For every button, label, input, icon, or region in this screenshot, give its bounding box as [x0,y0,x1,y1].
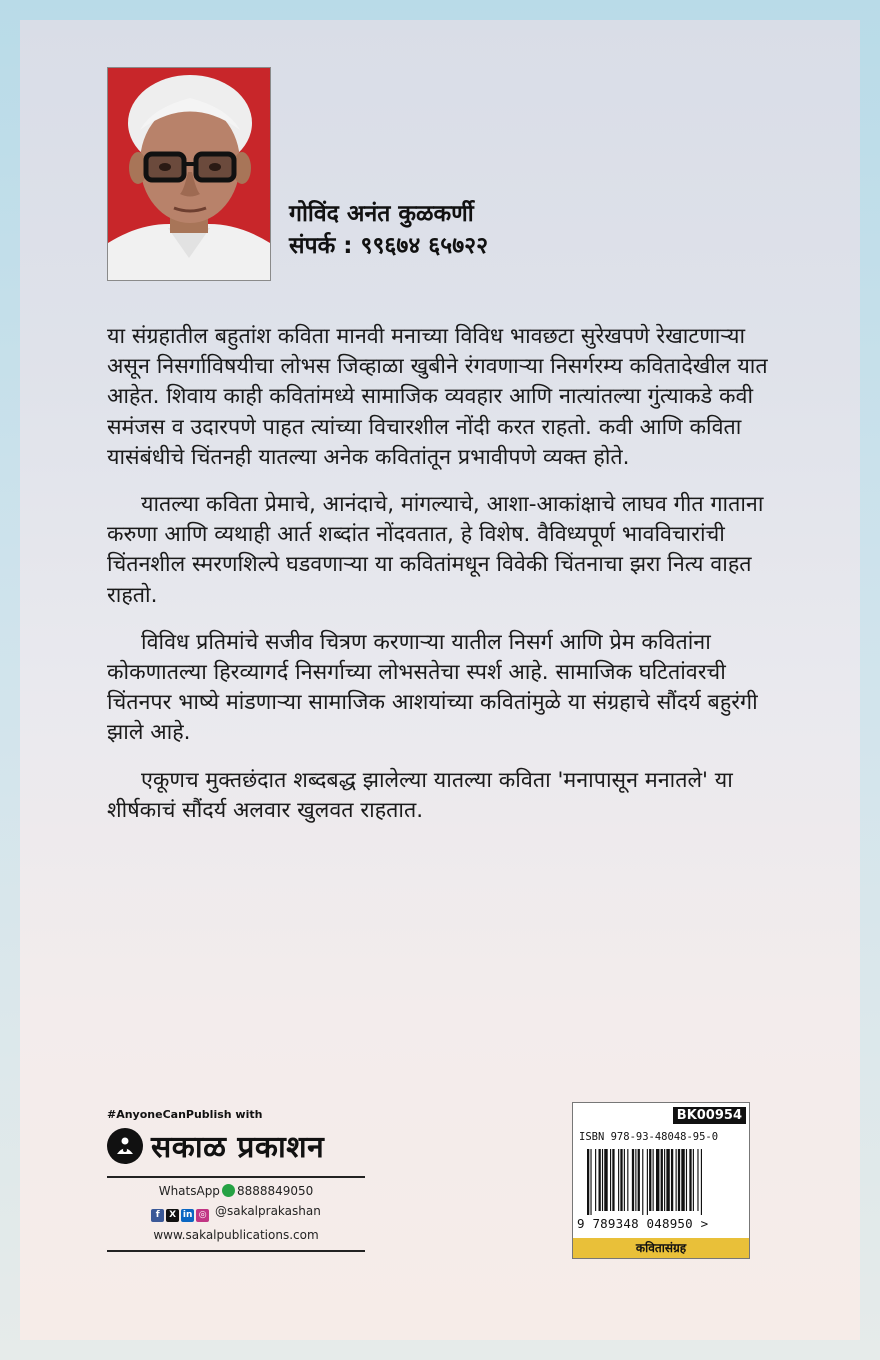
whatsapp-line [107,1184,365,1198]
barcode-bar [697,1149,698,1211]
facebook-icon: f [151,1209,164,1222]
linkedin-icon: in [182,1210,193,1220]
blurb-paragraph-4: एकूणच मुक्तछंदात शब्दबद्ध झालेल्या यातल्या कविता 'मनापासून मनातले' या शीर्षकाचं सौंदर्य अलवार खुलवत राहतात. [107,767,733,823]
contact-number: ९९६७४ ६५७२२ [360,233,489,259]
barcode-bar [595,1149,596,1211]
barcode-bar [693,1149,694,1211]
barcode-bars [587,1149,737,1215]
social-line [107,1204,365,1222]
barcode-bar [635,1149,636,1211]
barcode-bar [647,1149,648,1215]
author-name: गोविंद अनंत कुळकर्णी [289,201,474,227]
instagram-icon: ◎ [196,1209,209,1222]
publisher-block [107,1108,365,1252]
barcode-bar [689,1149,691,1211]
barcode-bar [632,1149,634,1211]
blurb-paragraph-1: या संग्रहातील बहुतांश कविता मानवी मनाच्या विविध भावछटा सुरेखपणे रेखाटणाऱ्या असून निसर्गाविषयीचा लोभस जिव्हाळा खुबीने रंगवणाऱ्या निसर्गरम्य कवितादेखील यात आहेत. शिवाय काही कवितांमध्ये सामाजिक व्यवहार आणि नात्यांतल्या गुंत्याकडे कवी समंजस व उदारपणे पाहत त्यांच्या विचारशील नोंदी करत राहतो. कवी आणि कविता यासंबंधीचे चिंतनही यातल्या अनेक कवितांतून प्रभावीपणे व्यक्त होते. [107,324,768,470]
barcode-bar [676,1149,677,1211]
barcode-bar [624,1149,625,1211]
whatsapp-icon [222,1184,235,1197]
barcode-bar [610,1149,611,1211]
barcode-panel [572,1102,750,1259]
social-handle: @sakalprakashan [214,1204,321,1218]
barcode-bar [664,1149,665,1211]
website: www.sakalpublications.com [153,1228,319,1242]
x-icon: X [166,1209,179,1222]
barcode-bar [620,1149,622,1211]
category-band: कवितासंग्रह [573,1238,749,1258]
barcode-bar [681,1149,684,1211]
publisher-divider-top [107,1176,365,1178]
barcode-bar [612,1149,614,1211]
blurb-paragraph-3: विविध प्रतिमांचे सजीव चित्रण करणाऱ्या यातील निसर्ग आणि प्रेम कवितांना कोकणातल्या हिरव्यागर्द निसर्गाच्या लोभसतेचा स्पर्श आहे. सामाजिक घटितांवरची चिंतनपर भाष्ये मांडणाऱ्या सामाजिक आशयांच्या कवितांमुळे या संग्रहाचे सौंदर्य बहुरंगी झाले आहे. [107,629,758,746]
publisher-logo-icon [107,1128,143,1164]
book-code: BK00954 [673,1107,746,1124]
barcode-bar [666,1149,669,1211]
publisher-name: सकाळ प्रकाशन [151,1130,325,1165]
isbn-digits: 9 789348 048950 > [577,1216,709,1231]
barcode-bar [602,1149,603,1211]
blurb-paragraph-2: यातल्या कविता प्रेमाचे, आनंदाचे, मांगल्याचे, आशा-आकांक्षाचे लाघव गीत गाताना करुणा आणि व्यथाही आर्त शब्दांत नोंदवतात, हे विशेष. वैविध्यपूर्ण भावविचारांची चिंतनशील स्मरणशिल्पे घडवणाऱ्या या कवितांमधून विवेकी चिंतनाचा झरा नित्य वाहत राहतो. [107,492,764,608]
barcode-bar [642,1149,643,1215]
blurb [107,322,772,843]
contact-label: संपर्क : [289,233,353,259]
barcode-bar [661,1149,663,1211]
publisher-hashtag: #AnyoneCanPublish with [107,1108,263,1121]
barcode-bar [627,1149,628,1211]
barcode-bar [671,1149,673,1211]
barcode-bar [638,1149,640,1211]
barcode-bar [587,1149,589,1215]
barcode-bar [649,1149,651,1211]
barcode-bar [599,1149,601,1211]
author-photo [107,67,271,281]
barcode-bar [653,1149,654,1211]
barcode-bar [701,1149,702,1215]
barcode-bar [656,1149,659,1211]
barcode-bar [678,1149,680,1211]
barcode-bar [686,1149,687,1211]
barcode-bar [590,1149,591,1215]
author-contact [289,230,488,262]
isbn-text: ISBN 978-93-48048-95-0 [579,1131,719,1143]
author-block [289,198,488,262]
whatsapp-label: WhatsApp [158,1184,220,1198]
barcode-bar [604,1149,607,1211]
barcode-bar [618,1149,619,1211]
publisher-divider-bottom [107,1250,365,1252]
whatsapp-number: 8888849050 [236,1184,314,1198]
